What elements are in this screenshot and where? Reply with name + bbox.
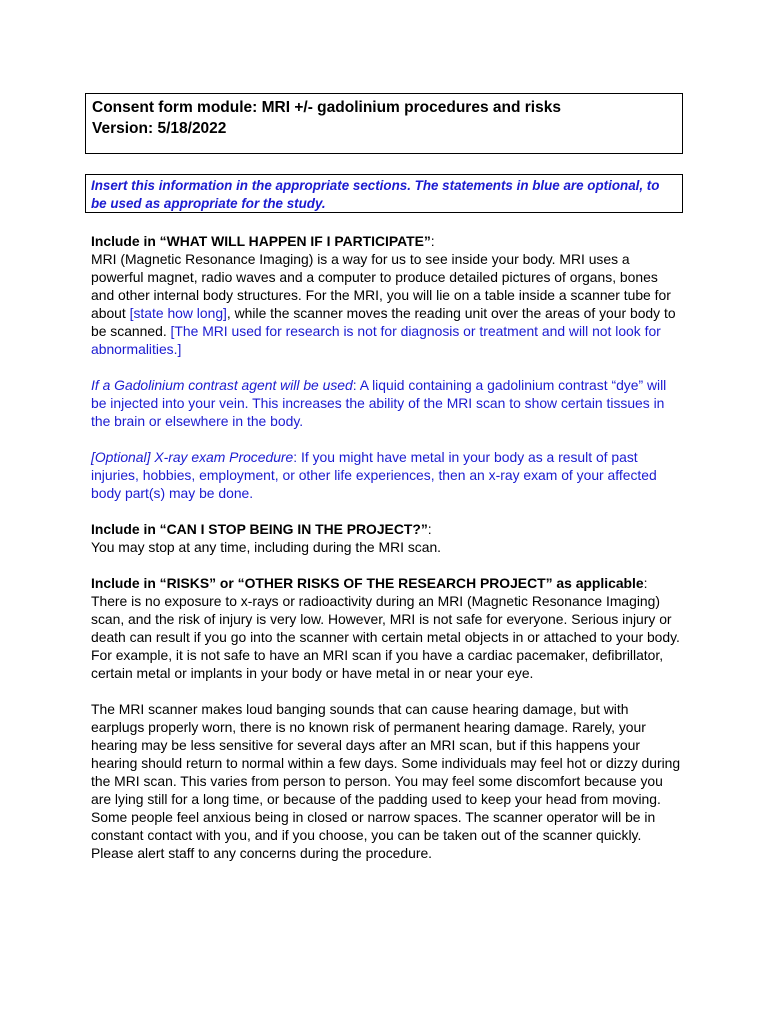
instruction-note-box <box>85 174 683 213</box>
risks-heading-colon: : <box>643 575 648 591</box>
research-note: [The MRI used for research is not for diagnosis or treatment and will not look for abnormalities.] <box>91 323 661 357</box>
risks-heading-text: Include in “RISKS” or “OTHER RISKS OF THE RESEARCH PROJECT” as applicable <box>91 575 644 591</box>
instruction-note: Insert this information in the appropriate sections. The statements in blue are optional, to be used as appropriate for the study. <box>91 178 660 211</box>
noise-paragraph: The MRI scanner makes loud banging sounds that can cause hearing damage, but with earplugs properly worn, there is no known risk of permanent hearing damage. Rarely, your hearing may be less sensitive for several days after an MRI scan, but if this happens your hearing should return to normal within a few days. Some individuals may feel hot or dizzy during the MRI scan. This varies from person to person. You may feel some discomfort because you are lying still for a long time, or because of the padding used to keep your head from moving. Some people feel anxious being in closed or narrow spaces. The scanner operator will be in constant contact with you, and if you choose, you can be taken out of the scanner quickly. Please alert staff to any concerns during the procedure. <box>91 701 681 861</box>
state-how-long-placeholder: [state how long] <box>129 305 227 321</box>
document-body <box>91 232 681 862</box>
participate-text-b: , while the scanner moves the reading unit over the areas of your body to be scanned. <box>91 305 676 339</box>
participate-text-a: MRI (Magnetic Resonance Imaging) is a way for us to see inside your body. MRI uses a powerful magnet, radio waves and a computer to produce detailed pictures of organs, bones and other internal body structures. For the MRI, you will lie on a table inside a scanner tube for about <box>91 251 671 321</box>
participate-heading-text: Include in “WHAT WILL HAPPEN IF I PARTICIPATE” <box>91 233 431 249</box>
document-version: Version: 5/18/2022 <box>92 120 227 137</box>
stop-paragraph: You may stop at any time, including during the MRI scan. <box>91 539 442 555</box>
stop-heading <box>91 520 681 538</box>
document-title: Consent form module: MRI +/- gadolinium procedures and risks <box>92 99 561 116</box>
participate-heading <box>91 232 681 250</box>
stop-heading-text: Include in “CAN I STOP BEING IN THE PROJECT?” <box>91 521 428 537</box>
title-box <box>85 93 683 154</box>
xray-paragraph <box>91 448 681 502</box>
gadolinium-text: : A liquid containing a gadolinium contrast “dye” will be injected into your vein. This increases the ability of the MRI scan to show certain tissues in the brain or elsewhere in the body. <box>91 377 667 429</box>
risks-heading <box>91 574 681 592</box>
xray-text: : If you might have metal in your body as a result of past injuries, hobbies, employment, or other life experiences, then an x-ray exam of your affected body part(s) may be done. <box>91 449 657 501</box>
participate-heading-colon: : <box>430 233 435 249</box>
xray-label: [Optional] X-ray exam Procedure <box>91 449 294 465</box>
gadolinium-label: If a Gadolinium contrast agent will be used <box>91 377 353 393</box>
gadolinium-paragraph <box>91 376 681 430</box>
participate-paragraph <box>91 250 681 358</box>
risks-paragraph: There is no exposure to x-rays or radioactivity during an MRI (Magnetic Resonance Imaging) scan, and the risk of injury is very low. However, MRI is not safe for everyone. Serious injury or death can result if you go into the scanner with certain metal objects in or attached to your body. For example, it is not safe to have an MRI scan if you have a cardiac pacemaker, defibrillator, certain metal or implants in your body or have metal in or near your eye. <box>91 593 680 681</box>
stop-heading-colon: : <box>427 521 432 537</box>
